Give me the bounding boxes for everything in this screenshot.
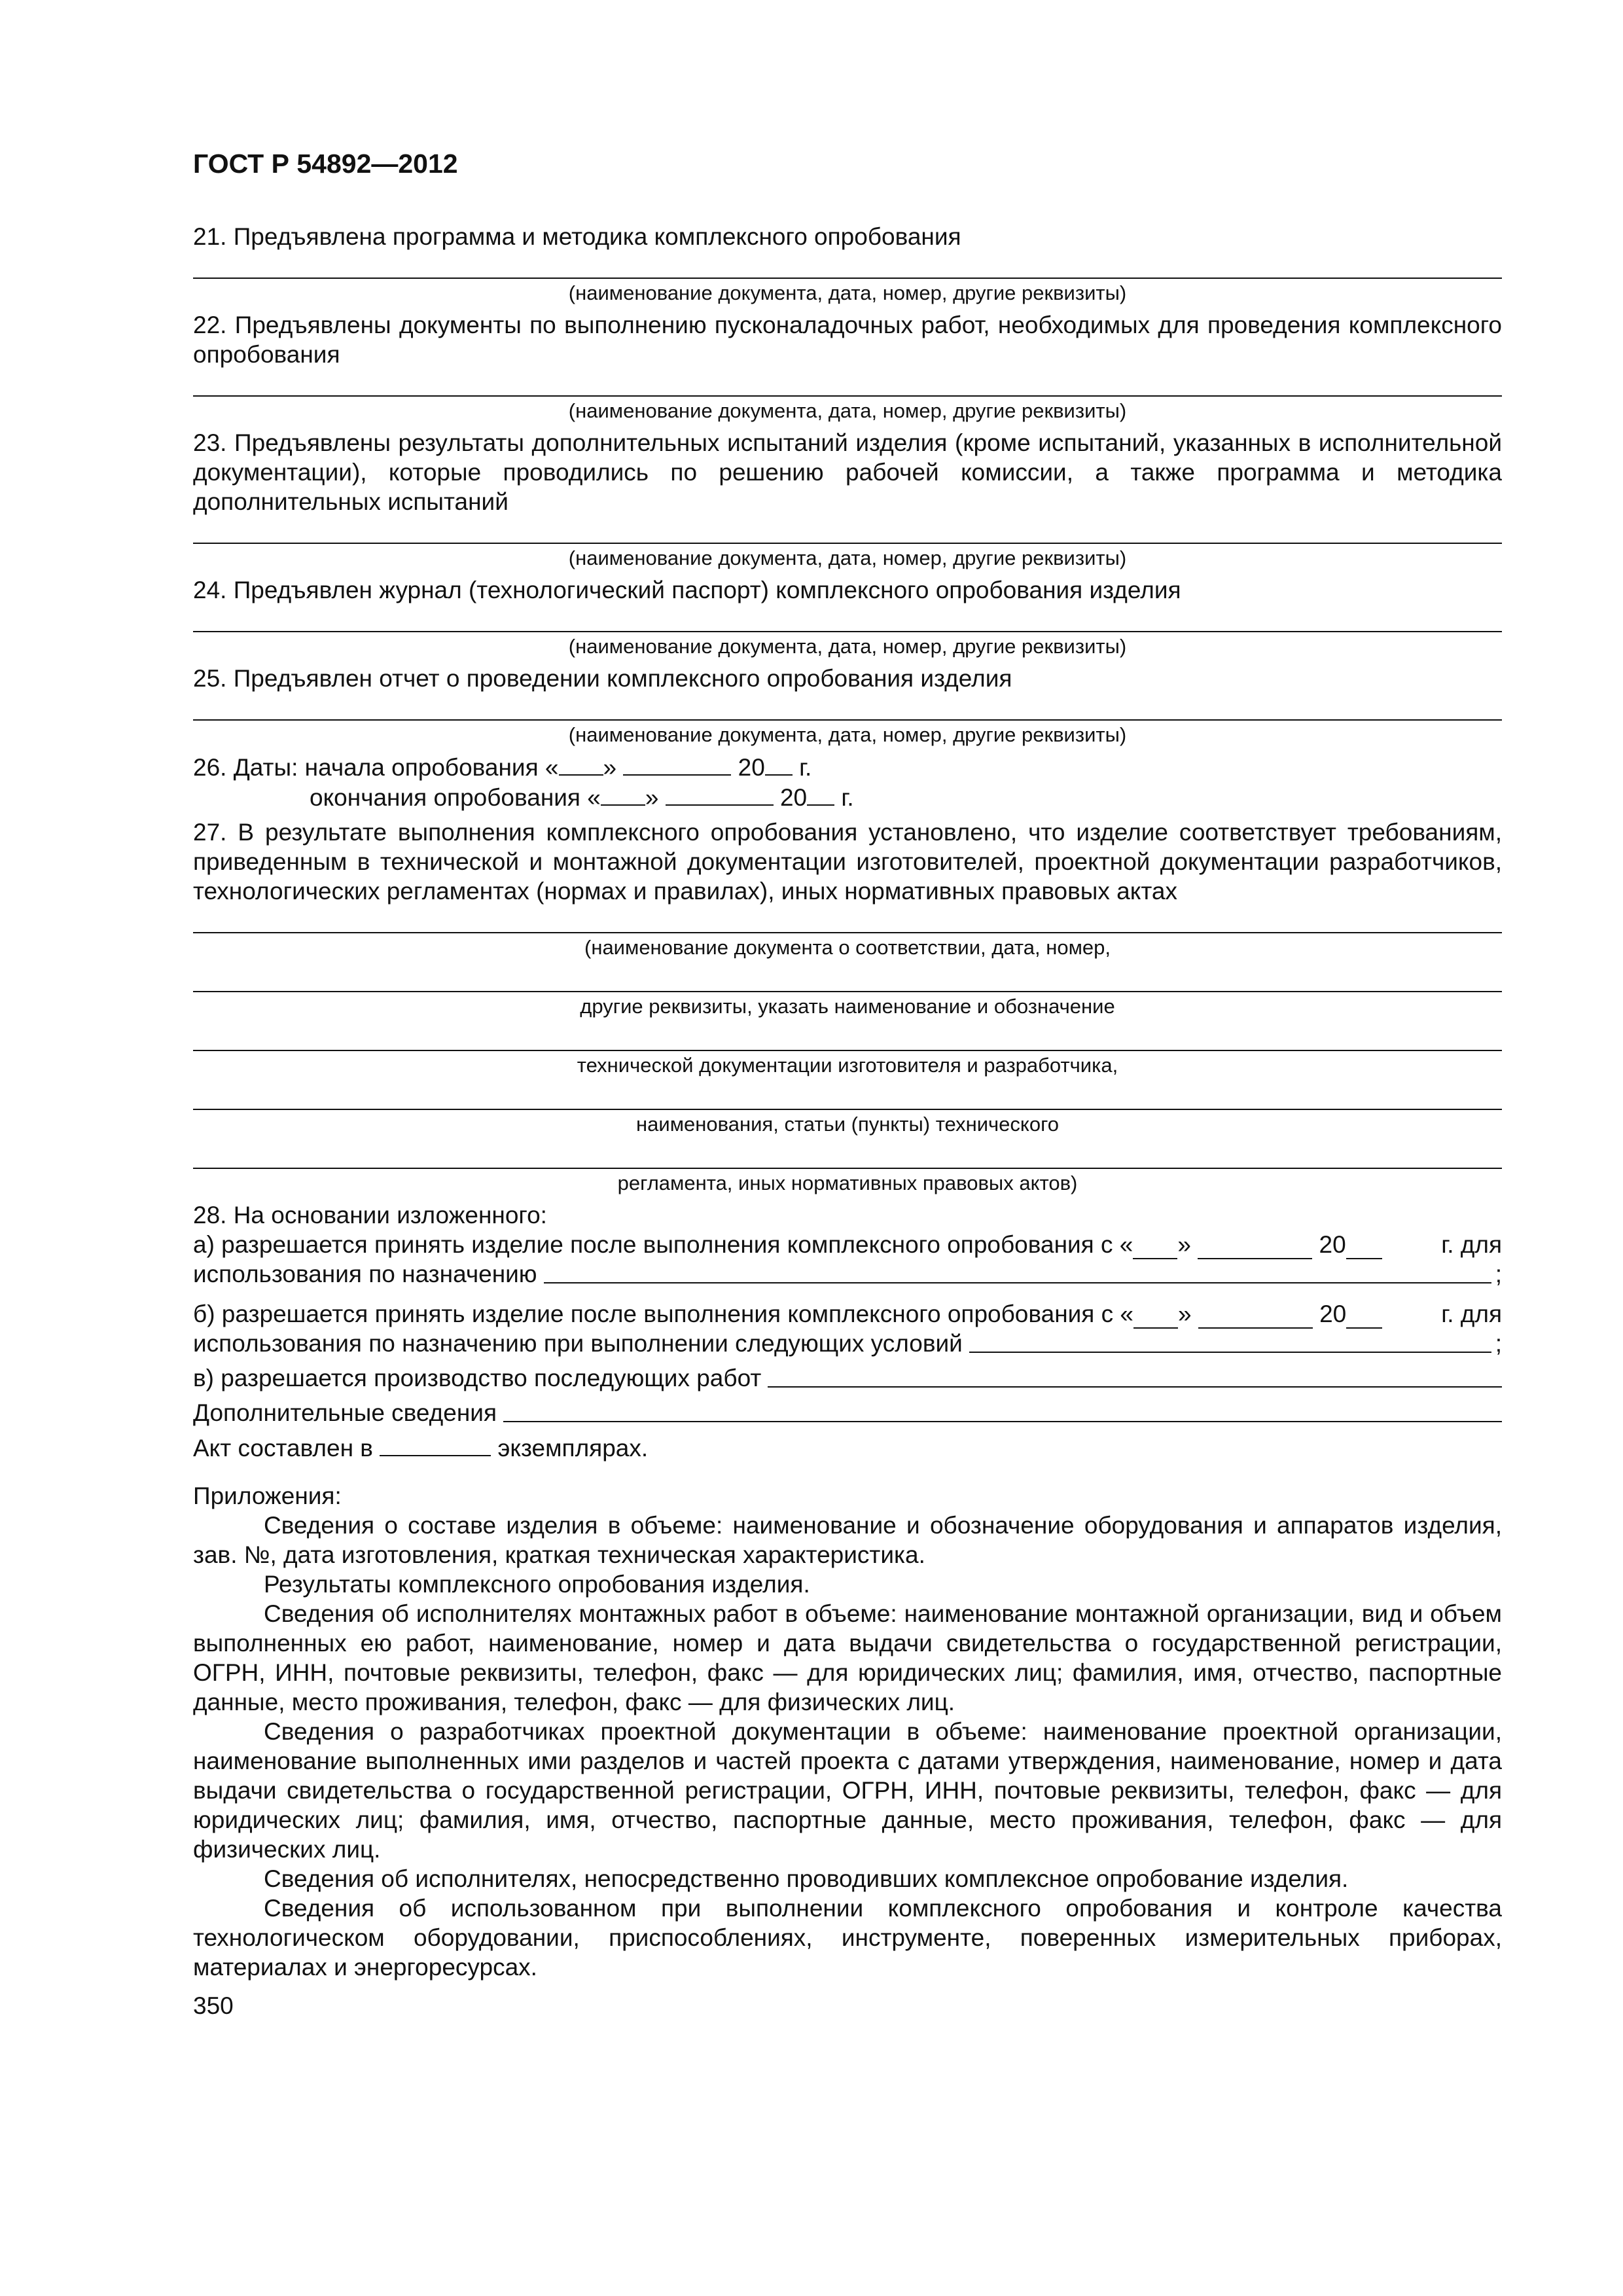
item-22: 22. Предъявлены документы по выполнению пусконаладочных работ, необходимых для проведения комплексного опробования <box>193 312 1502 368</box>
fill-line <box>193 369 1502 397</box>
fill-line <box>503 1399 1502 1422</box>
item-24: 24. Предъявлен журнал (технологический паспорт) комплексного опробования изделия <box>193 577 1181 603</box>
item-25: 25. Предъявлен отчет о проведении комплексного опробования изделия <box>193 665 1012 692</box>
extra-info: Дополнительные сведения <box>193 1398 1502 1427</box>
day-blank <box>559 752 603 776</box>
field-caption: (наименование документа, дата, номер, другие реквизиты) <box>568 723 1127 746</box>
fill-line <box>193 1141 1502 1169</box>
field-caption: (наименование документа, дата, номер, другие реквизиты) <box>568 399 1127 422</box>
day-blank <box>601 782 645 806</box>
appendix-title: Приложения: <box>193 1482 342 1509</box>
document-header: ГОСТ Р 54892—2012 <box>193 149 458 179</box>
item-28-title: 28. На основании изложенного: <box>193 1202 547 1229</box>
appendix-paragraph: Результаты комплексного опробования изделия. <box>264 1571 810 1598</box>
field-caption: технической документации изготовителя и разработчика, <box>577 1054 1118 1077</box>
document-page <box>193 147 1502 2209</box>
item-26-end: окончания опробования « » 20 г. <box>193 782 1502 812</box>
fill-line <box>193 693 1502 721</box>
fill-line <box>193 251 1502 279</box>
field-caption: (наименование документа, дата, номер, другие реквизиты) <box>568 281 1127 304</box>
fill-line <box>969 1329 1491 1353</box>
appendix-paragraph: Сведения о разработчиках проектной документации в объеме: наименование проектной организации, наименование выполненных ими разделов и частей проекта с датами утверждения, наименование, номер и дата выдачи свидетельства о государственной регистрации, ОГРН, ИНН, почтовые реквизиты, телефон, факс — для юридических лиц; фамилия, имя, отчество, паспортные данные, место проживания, телефон, факс — для физических лиц. <box>193 1718 1502 1863</box>
field-caption: (наименование документа, дата, номер, другие реквизиты) <box>568 635 1127 658</box>
year-blank <box>765 752 793 776</box>
day-blank <box>1133 1236 1177 1259</box>
act-copies: Акт составлен в экземплярах. <box>193 1433 1502 1463</box>
page-number: 350 <box>193 1992 234 2019</box>
fill-line <box>193 1083 1502 1110</box>
month-blank <box>623 752 731 776</box>
item-28b-line2: использования по назначению при выполнении следующих условий ; <box>193 1330 1502 1357</box>
item-21: 21. Предъявлена программа и методика комплексного опробования <box>193 223 961 250</box>
item-28b-line1: б) разрешается принять изделие после выполнения комплексного опробования с « » 20 г. для <box>193 1300 1502 1327</box>
item-28a-line1: а) разрешается принять изделие после выполнения комплексного опробования с « » 20 г. для <box>193 1231 1502 1258</box>
item-23: 23. Предъявлены результаты дополнительных испытаний изделия (кроме испытаний, указанных в исполнительной документации), которые проводились по решению рабочей комиссии, а также программа и методика дополнительных испытаний <box>193 429 1502 515</box>
field-caption: другие реквизиты, указать наименование и обозначение <box>580 995 1115 1018</box>
year-blank <box>1346 1236 1382 1259</box>
month-blank <box>1198 1236 1312 1259</box>
field-caption: регламента, иных нормативных правовых актов) <box>617 1172 1078 1194</box>
day-blank <box>1133 1305 1178 1329</box>
fill-line <box>544 1260 1491 1283</box>
appendix-paragraph: Сведения об использованном при выполнении комплексного опробования и контроле качества технологическом оборудовании, приспособлениях, инструменте, поверенных измерительных приборах, материалах и энергоресурсах. <box>193 1895 1502 1981</box>
field-caption: (наименование документа о соответствии, дата, номер, <box>584 936 1111 959</box>
fill-line <box>193 965 1502 992</box>
fill-line <box>193 516 1502 544</box>
month-blank <box>1198 1305 1313 1329</box>
fill-line <box>193 605 1502 632</box>
item-28a-line2: использования по назначению ; <box>193 1261 1502 1287</box>
copies-blank <box>380 1433 491 1456</box>
appendix-paragraph: Сведения о составе изделия в объеме: наименование и обозначение оборудования и аппаратов изделия, зав. №, дата изготовления, краткая техническая характеристика. <box>193 1512 1502 1568</box>
item-27: 27. В результате выполнения комплексного опробования установлено, что изделие соответствует требованиям, приведенным в технической и монтажной документации изготовителей, проектной документации разработчиков, технологических регламентах (нормах и правилах), иных нормативных правовых актах <box>193 819 1502 905</box>
field-caption: наименования, статьи (пункты) технического <box>636 1113 1059 1136</box>
year-blank <box>807 782 834 806</box>
fill-line <box>193 906 1502 933</box>
year-blank <box>1346 1305 1382 1329</box>
fill-line <box>193 1024 1502 1051</box>
appendix-paragraph: Сведения об исполнителях монтажных работ в объеме: наименование монтажной организации, вид и объем выполненных ею работ, наименование, номер и дата выдачи свидетельства о государственной регистрации, ОГРН, ИНН, почтовые реквизиты, телефон, факс — для юридических лиц; фамилия, имя, отчество, паспортные данные, место проживания, телефон, факс — для физических лиц. <box>193 1600 1502 1715</box>
item-26-start: 26. Даты: начала опробования « » 20 г. <box>193 752 1502 782</box>
fill-line <box>768 1364 1502 1388</box>
month-blank <box>666 782 774 806</box>
item-28v: в) разрешается производство последующих работ <box>193 1363 1502 1393</box>
field-caption: (наименование документа, дата, номер, другие реквизиты) <box>568 547 1127 569</box>
appendix-paragraph: Сведения об исполнителях, непосредственно проводивших комплексное опробование изделия. <box>264 1865 1349 1892</box>
